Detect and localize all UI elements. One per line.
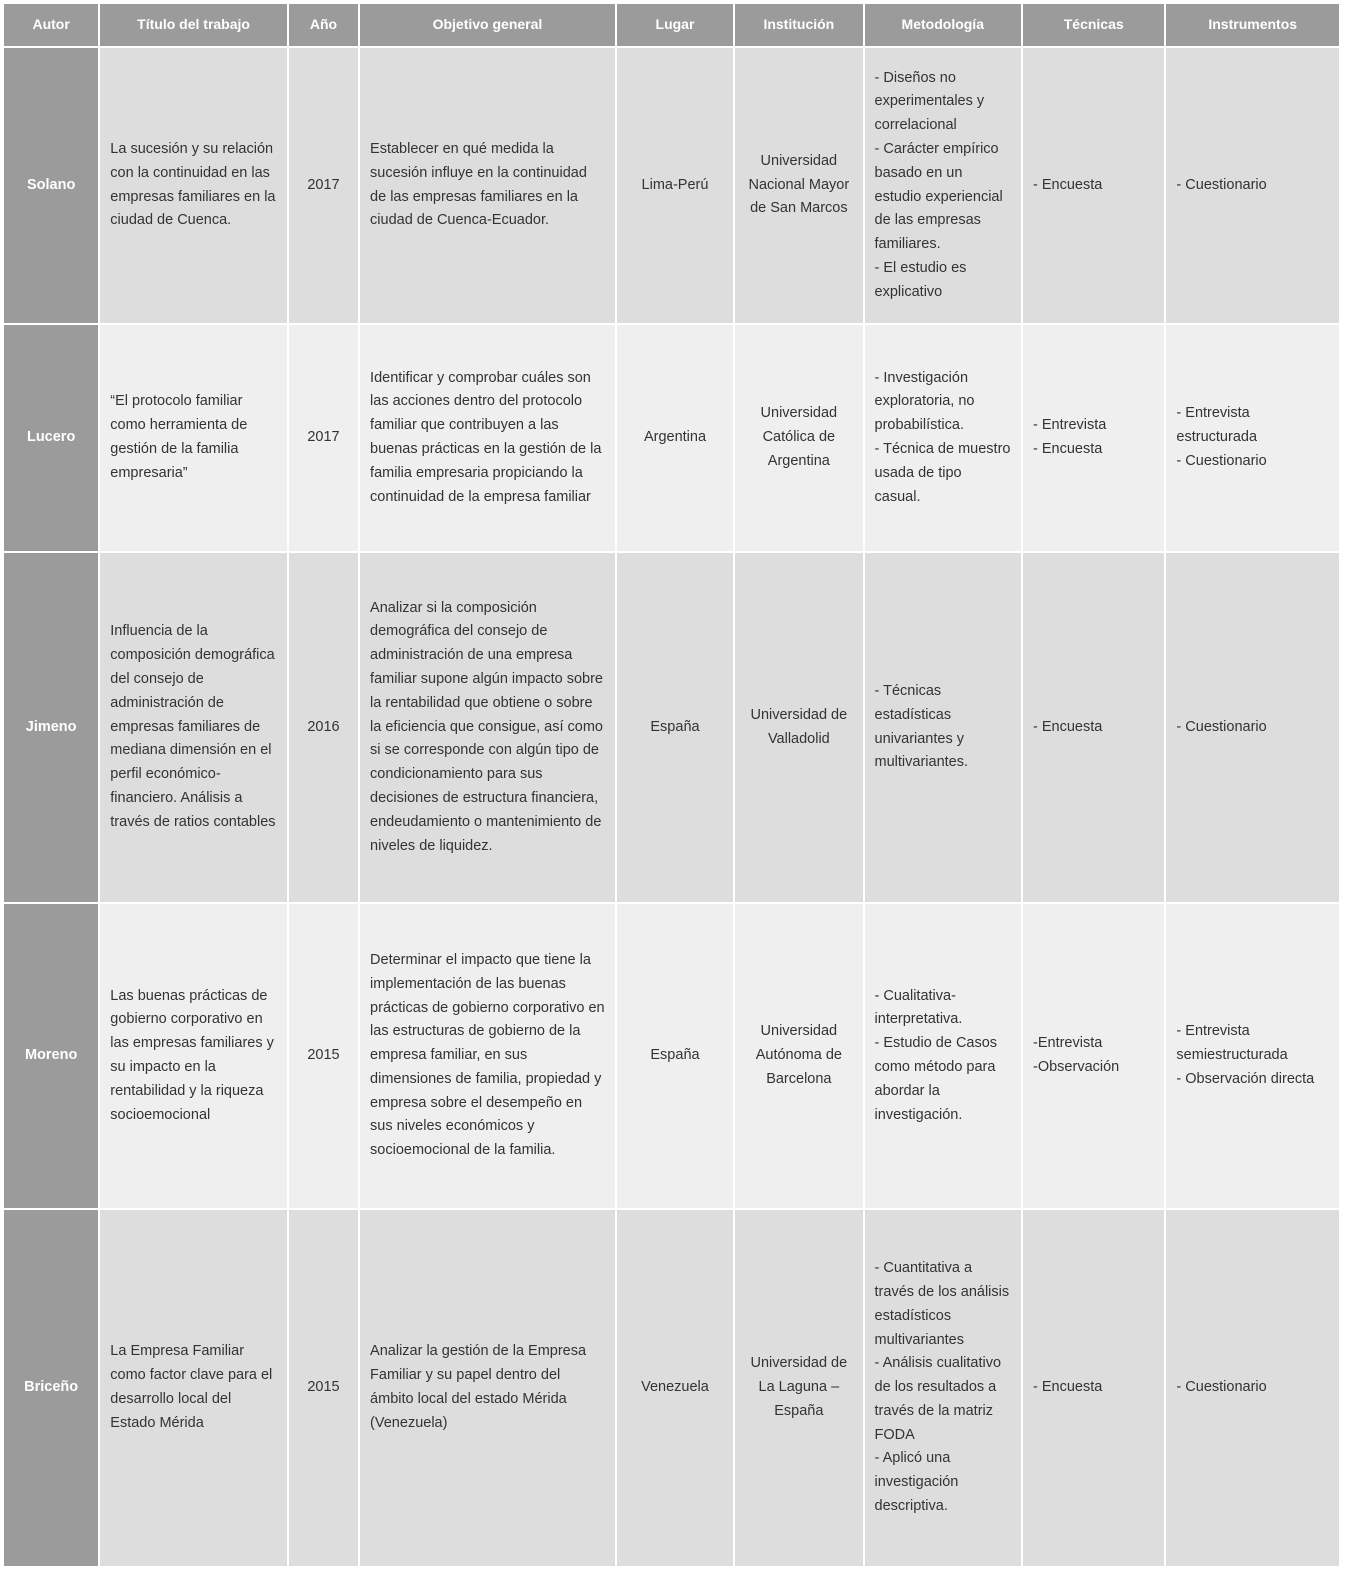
cell-objetivo: Analizar la gestión de la Empresa Familiar y su papel dentro del ámbito local del estado Mérida (Venezuela) (360, 1210, 615, 1566)
instrumento-item: - Entrevista estructurada (1176, 405, 1258, 446)
cell-lugar: España (617, 904, 733, 1208)
cell-anio: 2017 (289, 48, 358, 323)
instrumento-item: - Cuestionario (1176, 452, 1267, 469)
cell-titulo: La sucesión y su relación con la continuidad en las empresas familiares en la ciudad de Cuenca. (100, 48, 287, 323)
cell-instrumentos (1166, 48, 1339, 323)
cell-metodologia (865, 1210, 1021, 1566)
header-titulo: Título del trabajo (100, 4, 287, 46)
tecnica-item: -Entrevista (1033, 1035, 1103, 1052)
instrumento-item: - Cuestionario (1176, 176, 1267, 193)
cell-titulo: Influencia de la composición demográfica del consejo de administración de empresas familiares de mediana dimensión en el perfil económico-financiero. Análisis a través de ratios contables (100, 553, 287, 902)
cell-lugar: Lima-Perú (617, 48, 733, 323)
tecnica-item: - Encuesta (1033, 718, 1103, 735)
tecnica-item: - Encuesta (1033, 1379, 1103, 1396)
cell-autor: Solano (4, 48, 98, 323)
cell-objetivo: Analizar si la composición demográfica del consejo de administración de una empresa familiar supone algún impacto sobre la rentabilidad que obtiene o sobre la eficiencia que consigue, así como si se corresponde con algún tipo de condicionamiento para sus decisiones de estructura financiera, endeudamiento o mantenimiento de niveles de liquidez. (360, 553, 615, 902)
cell-tecnicas (1023, 553, 1164, 902)
cell-titulo: Las buenas prácticas de gobierno corporativo en las empresas familiares y su impacto en la rentabilidad y la riqueza socioemocional (100, 904, 287, 1208)
cell-metodologia (865, 904, 1021, 1208)
table-row (4, 1210, 1339, 1566)
metodologia-item: - Aplicó una investigación descriptiva. (874, 1450, 959, 1515)
metodologia-item: - Cualitativa-interpretativa. (874, 987, 963, 1028)
cell-objetivo: Establecer en qué medida la sucesión influye en la continuidad de las empresas familiares en la ciudad de Cuenca-Ecuador. (360, 48, 615, 323)
header-tecnicas: Técnicas (1023, 4, 1164, 46)
cell-anio: 2016 (289, 553, 358, 902)
instrumento-item: - Observación directa (1176, 1070, 1315, 1087)
cell-tecnicas (1023, 1210, 1164, 1566)
cell-titulo: “El protocolo familiar como herramienta de gestión de la familia empresaria” (100, 325, 287, 551)
tecnica-item: - Encuesta (1033, 176, 1103, 193)
cell-instrumentos (1166, 1210, 1339, 1566)
instrumento-item: - Cuestionario (1176, 1379, 1267, 1396)
cell-instrumentos (1166, 904, 1339, 1208)
cell-metodologia (865, 48, 1021, 323)
cell-anio: 2017 (289, 325, 358, 551)
cell-objetivo: Identificar y comprobar cuáles son las acciones dentro del protocolo familiar que contribuyen a las buenas prácticas en la gestión de la familia empresaria propiciando la continuidad de la empresa familiar (360, 325, 615, 551)
cell-tecnicas (1023, 325, 1164, 551)
cell-lugar: Argentina (617, 325, 733, 551)
cell-instrumentos (1166, 553, 1339, 902)
tecnica-item: - Encuesta (1033, 441, 1103, 457)
metodologia-item: - Investigación exploratoria, no probabilística. (874, 369, 975, 434)
cell-objetivo: Determinar el impacto que tiene la implementación de las buenas prácticas de gobierno corporativo en las estructuras de gobierno de la empresa familiar, en sus dimensiones de familia, propiedad y empresa sobre el desempeño en sus niveles económicos y socioemocional de la familia. (360, 904, 615, 1208)
metodologia-item: - Estudio de Casos como método para abordar la investigación. (874, 1035, 998, 1123)
cell-anio: 2015 (289, 1210, 358, 1566)
cell-autor: Briceño (4, 1210, 98, 1566)
cell-metodologia (865, 325, 1021, 551)
cell-tecnicas (1023, 48, 1164, 323)
instrumento-item: - Entrevista semiestructurada (1176, 1023, 1288, 1064)
cell-institucion: Universidad Católica de Argentina (735, 325, 862, 551)
metodologia-item: - Análisis cualitativo de los resultados a través de la matriz FODA (874, 1355, 1002, 1443)
metodologia-item: - Carácter empírico basado en un estudio experiencial de las empresas familiares. (874, 140, 1003, 253)
metodologia-item: - Cuantitativa a través de los análisis estadísticos multivariantes (874, 1260, 1010, 1348)
header-objetivo: Objetivo general (360, 4, 615, 46)
cell-institucion: Universidad de Valladolid (735, 553, 862, 902)
table-row (4, 904, 1339, 1208)
cell-lugar: España (617, 553, 733, 902)
header-autor: Autor (4, 4, 98, 46)
metodologia-item: - Técnicas estadísticas univariantes y multivariantes. (874, 682, 969, 771)
header-instrumentos: Instrumentos (1166, 4, 1339, 46)
metodologia-item: - Técnica de muestro usada de tipo casual. (874, 441, 1011, 505)
cell-instrumentos (1166, 325, 1339, 551)
metodologia-item: - El estudio es explicativo (874, 259, 967, 300)
cell-tecnicas (1023, 904, 1164, 1208)
cell-institucion: Universidad Autónoma de Barcelona (735, 904, 862, 1208)
header-lugar: Lugar (617, 4, 733, 46)
tecnica-item: -Observación (1033, 1059, 1120, 1075)
cell-autor: Jimeno (4, 553, 98, 902)
instrumento-item: - Cuestionario (1176, 718, 1267, 735)
table-row (4, 553, 1339, 902)
cell-autor: Lucero (4, 325, 98, 551)
literature-review-table (2, 2, 1341, 1568)
header-metodologia: Metodología (865, 4, 1021, 46)
header-row (4, 4, 1339, 46)
cell-anio: 2015 (289, 904, 358, 1208)
cell-autor: Moreno (4, 904, 98, 1208)
cell-titulo: La Empresa Familiar como factor clave para el desarrollo local del Estado Mérida (100, 1210, 287, 1566)
tecnica-item: - Entrevista (1033, 417, 1107, 434)
header-institucion: Institución (735, 4, 862, 46)
table-row (4, 325, 1339, 551)
cell-lugar: Venezuela (617, 1210, 733, 1566)
cell-institucion: Universidad de La Laguna – España (735, 1210, 862, 1566)
table-row (4, 48, 1339, 323)
header-anio: Año (289, 4, 358, 46)
cell-institucion: Universidad Nacional Mayor de San Marcos (735, 48, 862, 323)
cell-metodologia (865, 553, 1021, 902)
metodologia-item: - Diseños no experimentales y correlacional (874, 69, 985, 134)
